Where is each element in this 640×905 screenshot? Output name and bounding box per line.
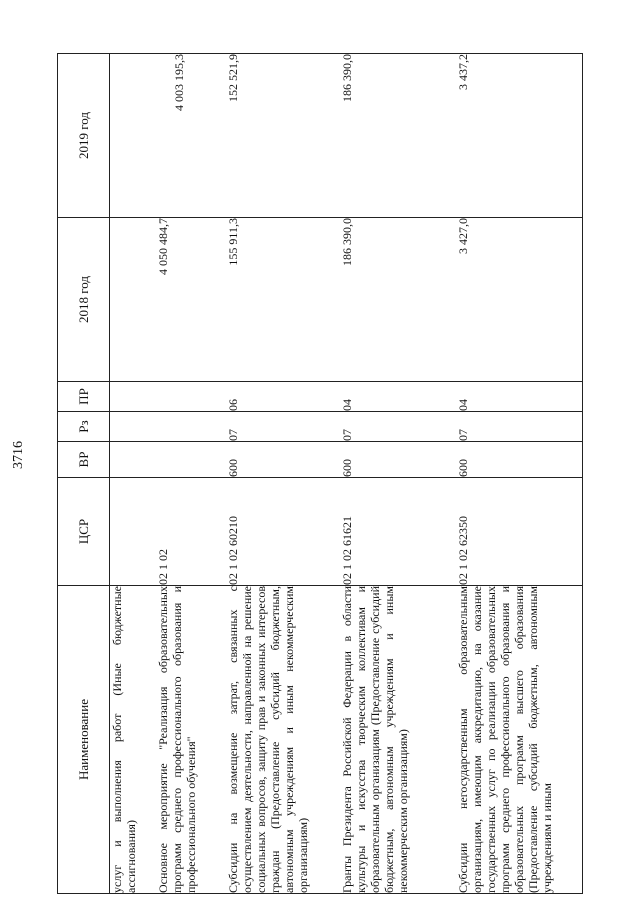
row-csr: 02 1 02 61621 — [340, 478, 456, 586]
header-vr: ВР — [58, 442, 110, 478]
table-row — [110, 54, 157, 894]
row-2018: 3 427,0 — [456, 218, 583, 382]
row-pr: 04 — [456, 382, 583, 412]
row-name: услуг и выполнения работ (Иные бюджетные ассигнования) — [110, 586, 157, 894]
row-pr: 04 — [340, 382, 456, 412]
row-vr — [110, 442, 157, 478]
header-name: Наименование — [58, 586, 110, 894]
row-2018: 4 050 484,7 — [156, 218, 226, 382]
row-name: Основное мероприятие "Реализация образовательных программ среднего профессионального образования и профессионального обучения" — [156, 586, 226, 894]
row-pr — [156, 382, 226, 412]
row-2019: 4 003 195,3 — [156, 54, 226, 218]
table-row — [456, 54, 583, 894]
row-rz: 07 — [226, 412, 340, 442]
row-vr: 600 — [340, 442, 456, 478]
row-csr: 02 1 02 62350 — [456, 478, 583, 586]
header-rz: Рз — [58, 412, 110, 442]
row-2019 — [110, 54, 157, 218]
row-vr: 600 — [226, 442, 340, 478]
row-2019: 3 437,2 — [456, 54, 583, 218]
table-row — [226, 54, 340, 894]
row-name: Субсидии на возмещение затрат, связанных с осуществлением деятельности, направленной на решение социальных вопросов, защиту прав и законных интересов граждан (Предоставление субсидий бюджетным, автономным учреждениям и иным некоммерческим организациям) — [226, 586, 340, 894]
row-csr: 02 1 02 60210 — [226, 478, 340, 586]
table-header-row — [58, 54, 110, 894]
row-2018: 186 390,0 — [340, 218, 456, 382]
header-2019: 2019 год — [58, 54, 110, 218]
row-2019: 152 521,9 — [226, 54, 340, 218]
header-2018: 2018 год — [58, 218, 110, 382]
page-number: 3716 — [11, 441, 26, 469]
row-rz: 07 — [340, 412, 456, 442]
row-csr: 02 1 02 — [156, 478, 226, 586]
header-csr: ЦСР — [58, 478, 110, 586]
row-pr — [110, 382, 157, 412]
row-csr — [110, 478, 157, 586]
table-row — [340, 54, 456, 894]
row-rz — [110, 412, 157, 442]
budget-table — [57, 53, 583, 894]
row-name: Субсидии негосударственным образовательным организациям, имеющим аккредитацию, на оказание государственных услуг по реализации образовательных программ среднего профессионального образования и образовательных программ высшего образования (Предоставление субсидий бюджетным, автономным учреждениям и иным — [456, 586, 583, 894]
header-pr: ПР — [58, 382, 110, 412]
row-vr — [156, 442, 226, 478]
table-row — [156, 54, 226, 894]
row-2018: 155 911,3 — [226, 218, 340, 382]
row-vr: 600 — [456, 442, 583, 478]
row-pr: 06 — [226, 382, 340, 412]
row-2018 — [110, 218, 157, 382]
row-2019: 186 390,0 — [340, 54, 456, 218]
row-name: Гранты Президента Российской Федерации в области культуры и искусства творческим коллективам и образовательным организациям (Предоставление субсидий бюджетным, автономным учреждениям и иным некоммерческим организациям) — [340, 586, 456, 894]
row-rz — [156, 412, 226, 442]
row-rz: 07 — [456, 412, 583, 442]
